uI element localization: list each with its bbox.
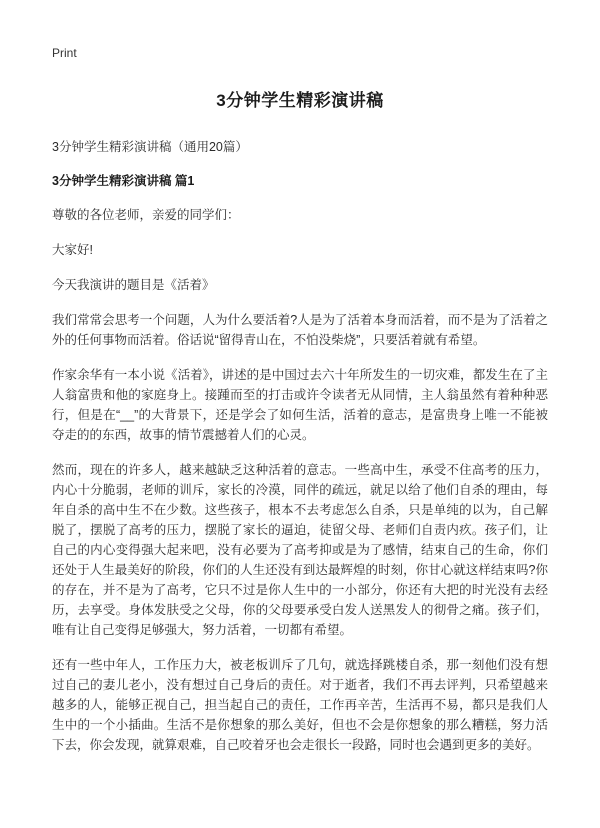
section-heading: 3分钟学生精彩演讲稿 篇1	[52, 174, 195, 188]
paragraph-hello: 大家好!	[52, 243, 93, 257]
print-button[interactable]: Print	[52, 46, 77, 60]
paragraph-greeting: 尊敬的各位老师，亲爱的同学们：	[52, 208, 240, 222]
paragraph-topic: 今天我演讲的题目是《活着》	[52, 278, 215, 292]
paragraph-body-1: 我们常常会思考一个问题，人为什么要活着?人是为了活着本身而活着，而不是为了活着之外的任何事物而活着。俗话说“留得青山在，不怕没柴烧”，只要活着就有希望。	[52, 313, 548, 347]
document-subtitle: 3分钟学生精彩演讲稿（通用20篇）	[52, 140, 248, 154]
paragraph-body-4: 还有一些中年人，工作压力大，被老板训斥了几句，就选择跳楼自杀，那一刻他们没有想过自己的妻儿老小，没有想过自己身后的责任。对于逝者，我们不再去评判，只希望越来越多的人，能够正视自己，担当起自己的责任，工作再辛苦，生活再不易，都只是我们人生中的一个小插曲。生活不是你想象的那么美好，但也不会是你想象的那么糟糕，努力活下去，你会发现，就算艰难，自己咬着牙也会走很长一段路，同时也会遇到更多的美好。	[52, 658, 548, 752]
paragraph-body-2: 作家余华有一本小说《活着》，讲述的是中国过去六十年所发生的一切灾难，都发生在了主人翁富贵和他的家庭身上。接踵而至的打击或许令读者无从同情，主人翁虽然有着种种恶行，但是在“__”的大背景下，还是学会了如何生活，活着的意志，是富贵身上唯一不能被夺走的的东西，故事的情节震撼着人们的心灵。	[52, 368, 548, 442]
paragraph-body-3: 然而，现在的许多人，越来越缺乏这种活着的意志。一些高中生，承受不住高考的压力，内心十分脆弱，老师的训斥，家长的冷漠，同伴的疏远，就足以给了他们自杀的理由，每年自杀的高中生不在少数。这些孩子，根本不去考虑怎么自杀，只是单纯的以为，自己解脱了，摆脱了高考的压力，摆脱了家长的逼迫，徒留父母、老师们自责内疚。孩子们，让自己的内心变得强大起来吧，没有必要为了高考抑或是为了感情，结束自己的生命，你们还处于人生最美好的阶段，你们的人生还没有到达最辉煌的时刻，你甘心就这样结束吗?你的存在，并不是为了高考，它只不过是你人生中的一小部分，你还有大把的时光没有去经历，去享受。身体发肤受之父母，你的父母要承受白发人送黑发人的彻骨之痛。孩子们，唯有让自己变得足够强大，努力活着，一切都有希望。	[52, 463, 548, 637]
page-title: 3分钟学生精彩演讲稿	[216, 91, 384, 110]
